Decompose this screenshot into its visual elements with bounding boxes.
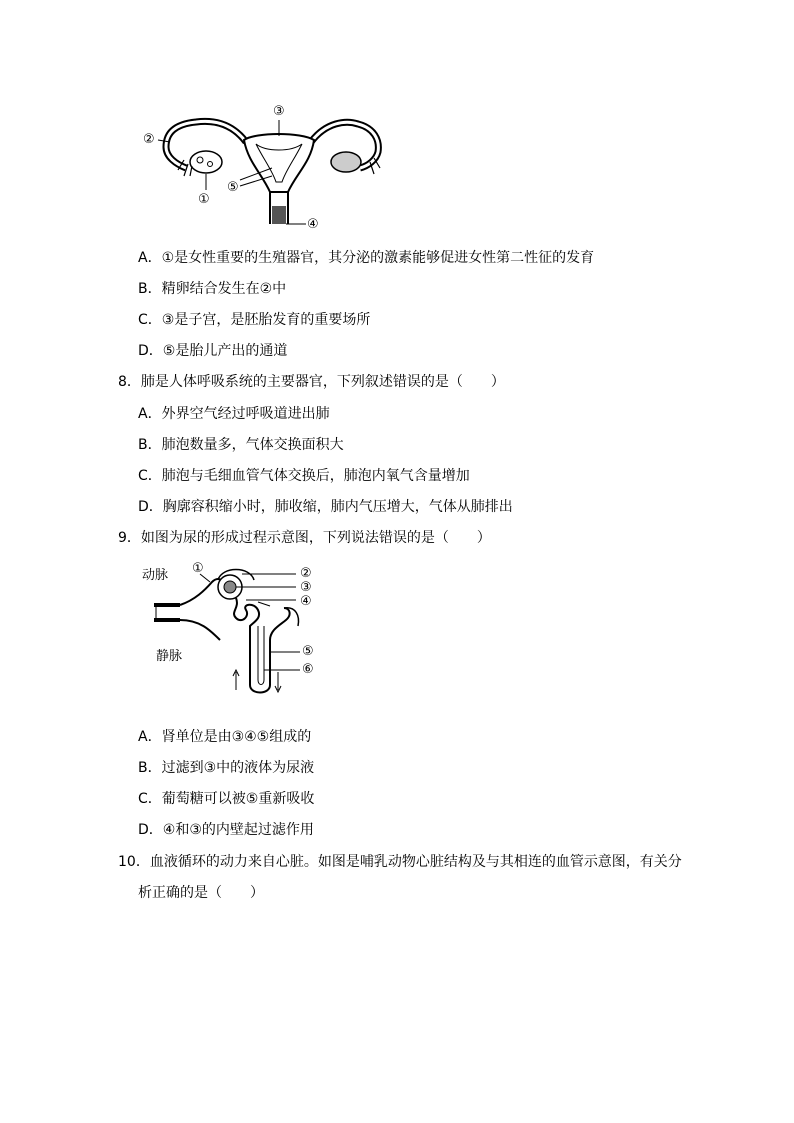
fig2-label-1: ① (192, 561, 204, 576)
q8-option-c: C．肺泡与毛细血管气体交换后，肺泡内氧气含量增加 (138, 468, 470, 484)
fig1-label-2: ② (143, 132, 155, 147)
q8-stem: 8．肺是人体呼吸系统的主要器官，下列叙述错误的是（ ） (118, 374, 505, 390)
q7-option-c: C．③是子宫，是胚胎发育的重要场所 (138, 312, 371, 328)
q9-option-b: B．过滤到③中的液体为尿液 (138, 760, 315, 776)
fig2-label-5: ⑤ (302, 644, 314, 659)
fig2-label-3: ③ (300, 580, 312, 595)
q10-stem-line2: 析正确的是（ ） (138, 885, 264, 901)
q9-option-c: C．葡萄糖可以被⑤重新吸收 (138, 791, 315, 807)
q7-option-a: A．①是女性重要的生殖器官，其分泌的激素能够促进女性第二性征的发育 (138, 250, 595, 266)
q9-stem: 9．如图为尿的形成过程示意图，下列说法错误的是（ ） (118, 530, 491, 546)
q8-option-b: B．肺泡数量多，气体交换面积大 (138, 437, 344, 453)
fig1-label-4: ④ (307, 217, 319, 232)
q8-option-d: D．胸廓容积缩小时，肺收缩，肺内气压增大，气体从肺排出 (138, 499, 513, 515)
reproductive-system-figure (136, 102, 386, 236)
fig1-label-3: ③ (273, 104, 285, 119)
q9-option-a: A．肾单位是由③④⑤组成的 (138, 729, 312, 745)
q9-option-d: D．④和③的内壁起过滤作用 (138, 822, 314, 838)
fig2-label-2: ② (300, 566, 312, 581)
q10-stem-line1: 10．血液循环的动力来自心脏。如图是哺乳动物心脏结构及与其相连的血管示意图，有关分 (118, 854, 682, 870)
nephron-artery-label: 动脉 (142, 568, 169, 583)
fig1-label-5: ⑤ (227, 180, 239, 195)
nephron-vein-label: 静脉 (156, 649, 183, 664)
fig1-label-1: ① (198, 192, 210, 207)
fig2-label-6: ⑥ (302, 662, 314, 677)
nephron-figure (150, 560, 320, 702)
q7-option-d: D．⑤是胎儿产出的通道 (138, 343, 288, 359)
fig2-label-4: ④ (300, 594, 312, 609)
q8-option-a: A．外界空气经过呼吸道进出肺 (138, 406, 330, 422)
q7-option-b: B．精卵结合发生在②中 (138, 281, 287, 297)
